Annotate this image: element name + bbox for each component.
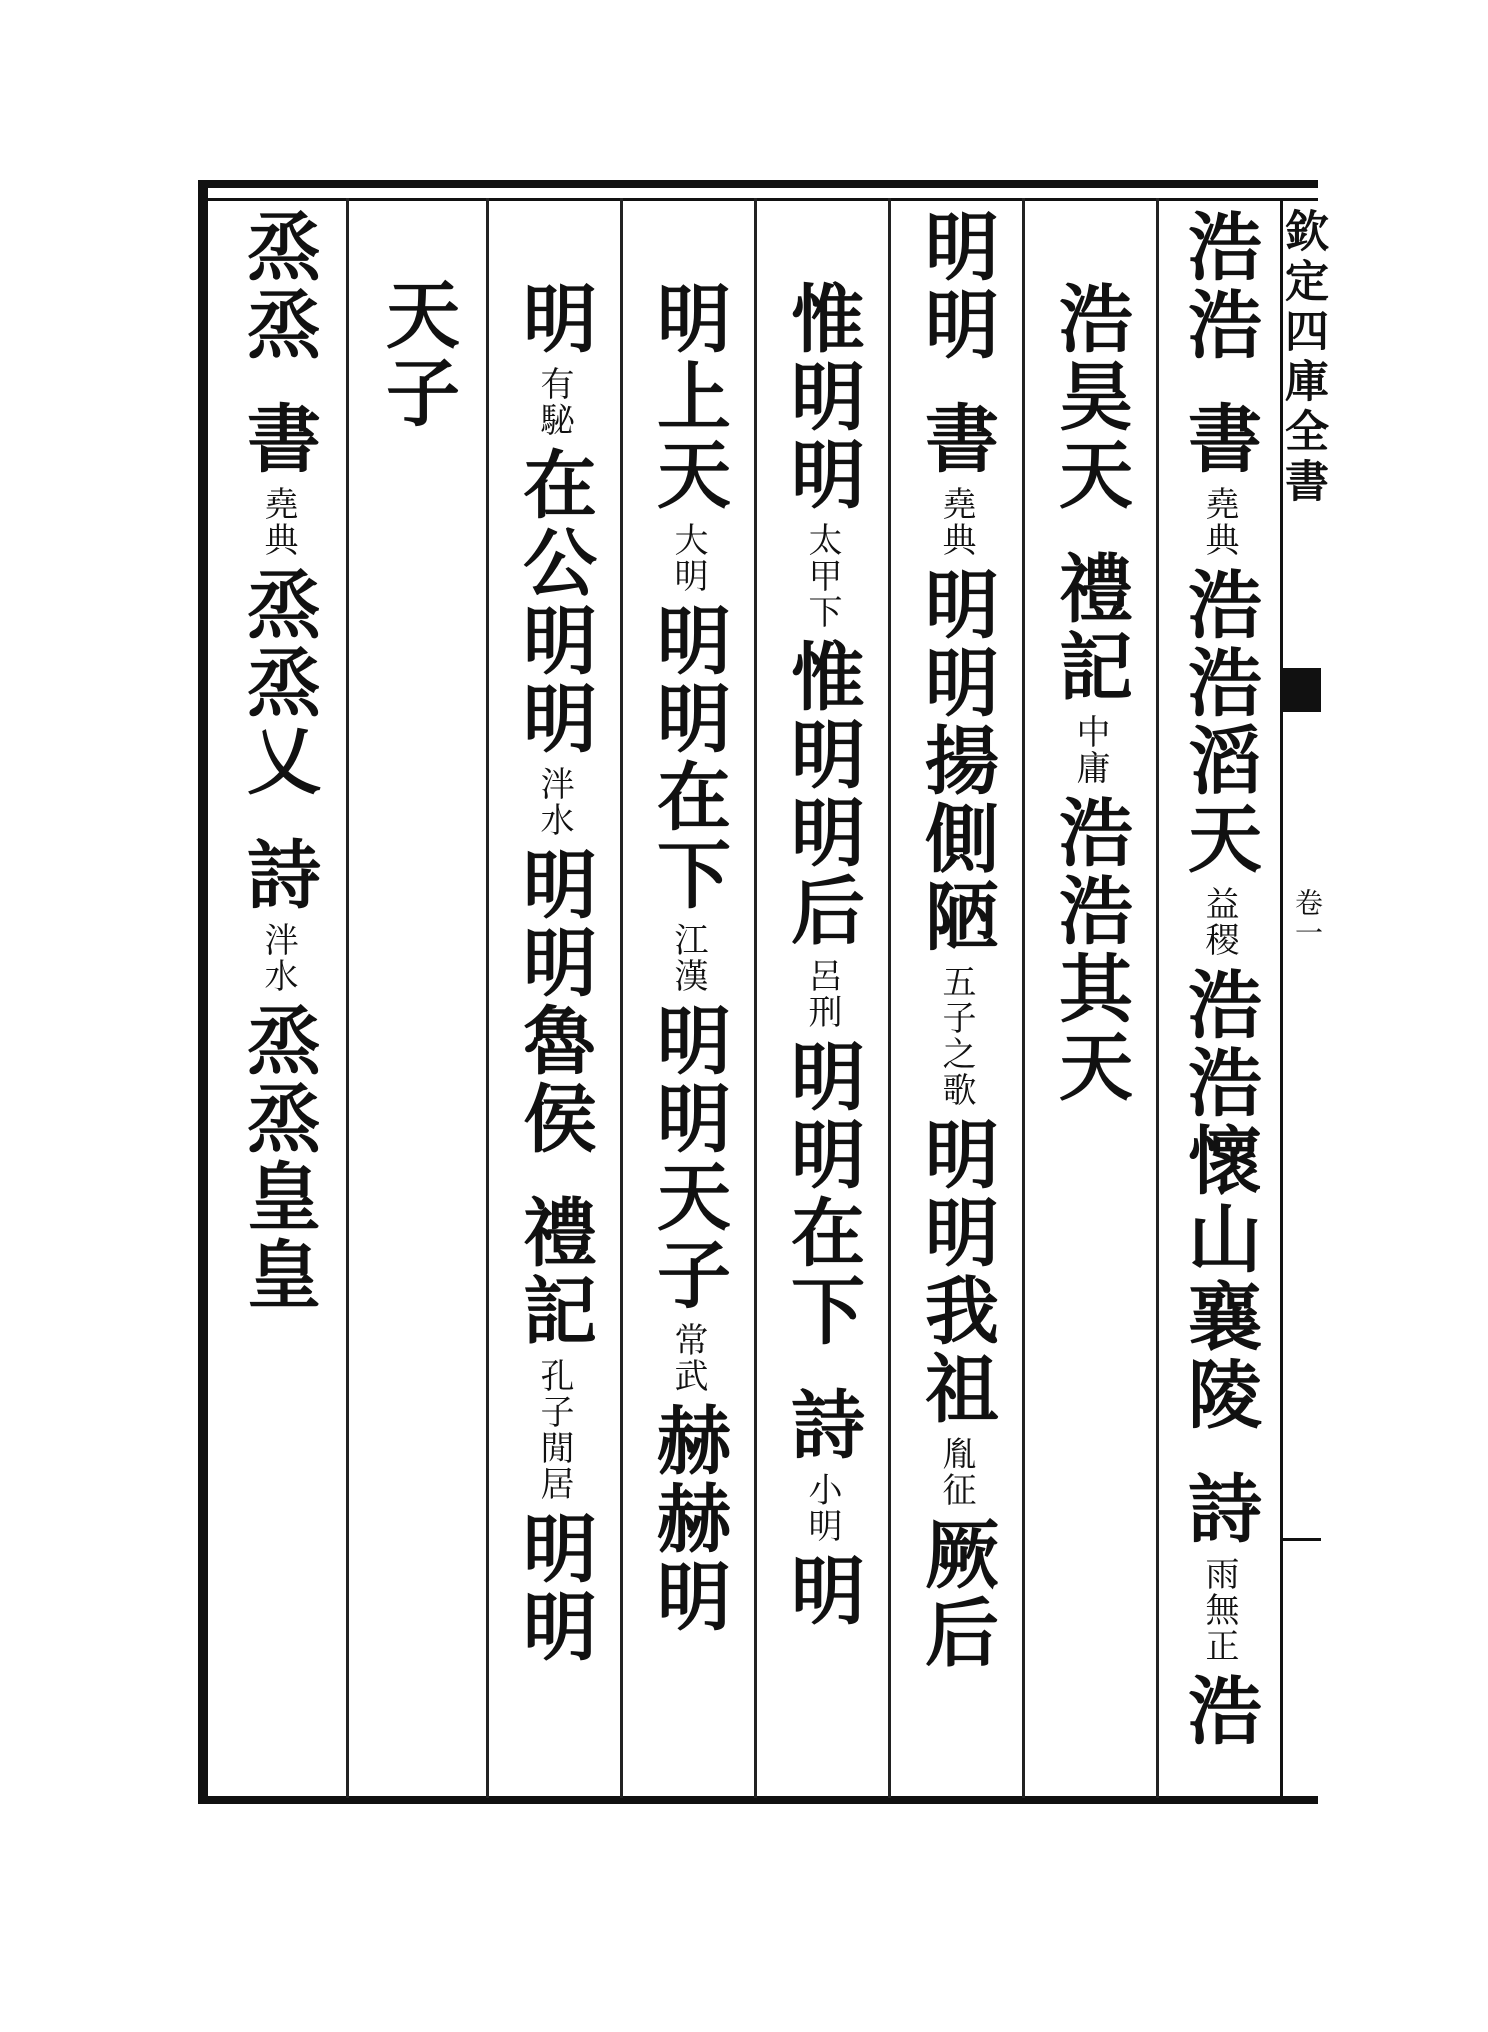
volume-label: 卷一 [1291,888,1324,948]
frame-top-border [198,180,1318,188]
frame-left-border [198,180,208,1804]
source-note: 益稷 [1199,886,1239,958]
page-margin-strip [1277,198,1328,1798]
main-text: 浩浩 [1176,208,1262,364]
main-text: 浩浩其天 [1047,794,1133,1106]
text-column-6 [488,280,620,1870]
main-text: 明明我祖 [913,1116,999,1428]
text-column-3 [890,208,1022,1798]
source-note: 泮水 [258,922,298,994]
text-column-8 [210,208,346,1798]
main-text: 惟明明 [779,280,865,514]
main-text: 厥后 [913,1516,999,1672]
book-title: 欽定四庫全書 [1277,208,1328,508]
source-note: 堯典 [936,486,976,558]
main-text: 明明 [511,1510,597,1666]
main-text: 天子 [374,276,460,432]
source-note: 江漢 [668,922,708,994]
main-text: 浩浩滔天 [1176,566,1262,878]
main-text: 詩 [1176,1470,1262,1548]
main-text: 詩 [235,836,321,914]
source-note: 大明 [668,522,708,594]
book-page [198,180,1328,1812]
fishtail-mark-icon [1283,668,1321,712]
main-text: 明上天 [645,280,731,514]
main-text: 在公明明 [511,446,597,758]
source-note: 孔子閒居 [534,1358,574,1502]
main-text: 明明在下 [645,602,731,914]
main-text: 浩浩懷山襄陵 [1176,966,1262,1434]
source-note: 泮水 [534,766,574,838]
text-column-1 [1158,208,1280,1798]
main-text: 浩 [1176,1672,1262,1750]
source-note: 雨無正 [1199,1556,1239,1664]
source-note: 五子之歌 [936,964,976,1108]
frame-top-inner-border [198,198,1318,201]
main-text: 烝烝皇皇 [235,1002,321,1314]
main-text: 惟明明后 [779,638,865,950]
text-column-5 [622,280,754,1870]
main-text: 烝烝乂 [235,566,321,800]
text-column-2 [1024,280,1156,1870]
main-text: 明明 [913,208,999,364]
text-column-7 [348,276,486,1866]
main-text: 明明魯侯 [511,846,597,1158]
margin-rule [1283,1538,1321,1541]
text-column-4 [756,280,888,1870]
source-note: 堯典 [258,486,298,558]
source-note: 常武 [668,1322,708,1394]
main-text: 明明在下 [779,1038,865,1350]
main-text: 明明揚側陋 [913,566,999,956]
main-text: 浩昊天 [1047,280,1133,514]
source-note: 小明 [802,1472,842,1544]
main-text: 書 [235,400,321,478]
source-note: 太甲下 [802,522,842,630]
main-text: 烝烝 [235,208,321,364]
main-text: 明明天子 [645,1002,731,1314]
main-text: 明 [511,280,597,358]
main-text: 禮記 [1047,550,1133,706]
source-note: 呂刑 [802,958,842,1030]
main-text: 赫赫明 [645,1402,731,1636]
main-text: 書 [1176,400,1262,478]
source-note: 胤征 [936,1436,976,1508]
source-note: 堯典 [1199,486,1239,558]
source-note: 中庸 [1070,714,1110,786]
main-text: 書 [913,400,999,478]
source-note: 有駜 [534,366,574,438]
main-text: 禮記 [511,1194,597,1350]
main-text: 明 [779,1552,865,1630]
main-text: 詩 [779,1386,865,1464]
